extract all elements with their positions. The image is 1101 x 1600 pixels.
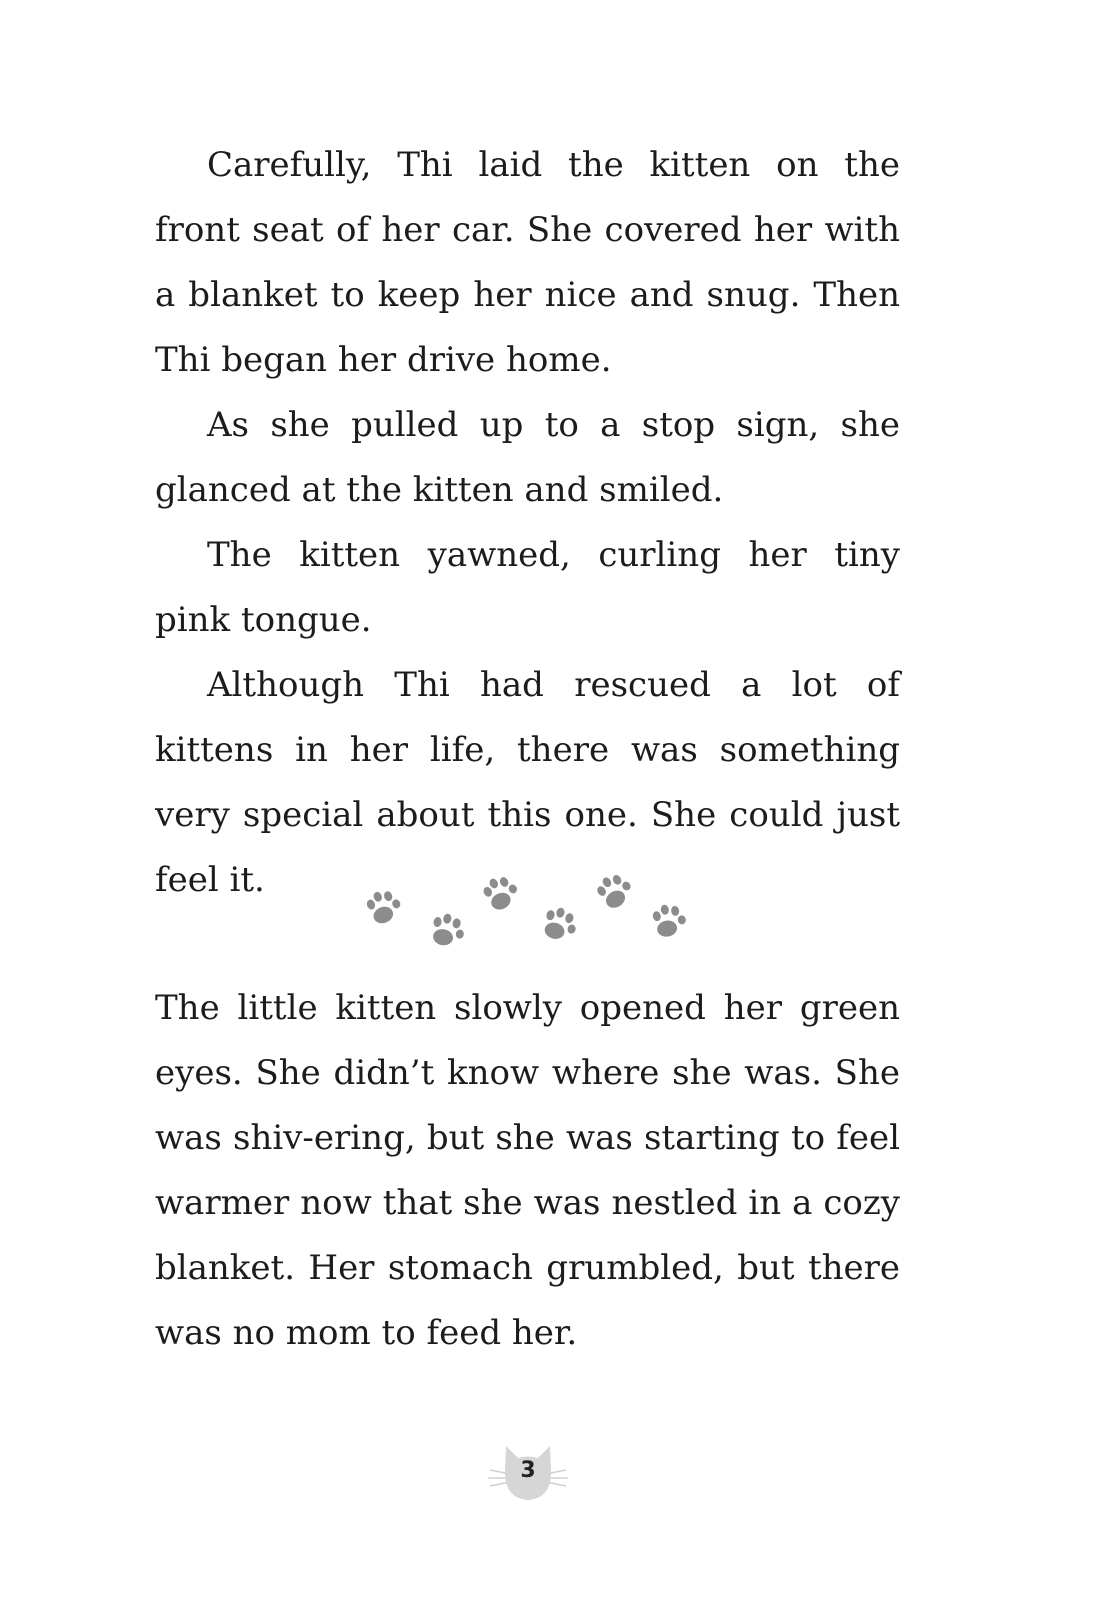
paragraph: The kitten yawned, curling her tiny pink tongue. bbox=[155, 535, 900, 640]
paw-print-icon bbox=[647, 899, 693, 945]
section-two bbox=[155, 976, 900, 1366]
paw-print-icon bbox=[475, 867, 528, 920]
page-number-badge bbox=[488, 1440, 568, 1504]
page-number: 3 bbox=[520, 1458, 536, 1483]
paw-print-divider bbox=[350, 860, 710, 950]
paw-print-icon bbox=[359, 882, 410, 933]
paw-print-icon bbox=[425, 909, 471, 955]
paragraph: As she pulled up to a stop sign, she glanced at the kitten and smiled. bbox=[155, 405, 900, 510]
paragraph: Carefully, Thi laid the kitten on the front seat of her car. She covered her with a blanket to keep her nice and snug. Then Thi began her drive home. bbox=[155, 145, 900, 380]
section-one bbox=[155, 133, 900, 913]
paragraph: The little kitten slowly opened her green eyes. She didn’t know where she was. She was shiv-ering, but she was starting to feel warmer now that she was nestled in a cozy blanket. Her stomach grumbled, but there was no mom to feed her. bbox=[155, 988, 900, 1353]
paw-print-icon bbox=[589, 865, 644, 920]
paragraph: Although Thi had rescued a lot of kittens in her life, there was something very special about this one. She could just feel it. bbox=[155, 665, 900, 900]
paw-print-icon bbox=[536, 902, 585, 951]
